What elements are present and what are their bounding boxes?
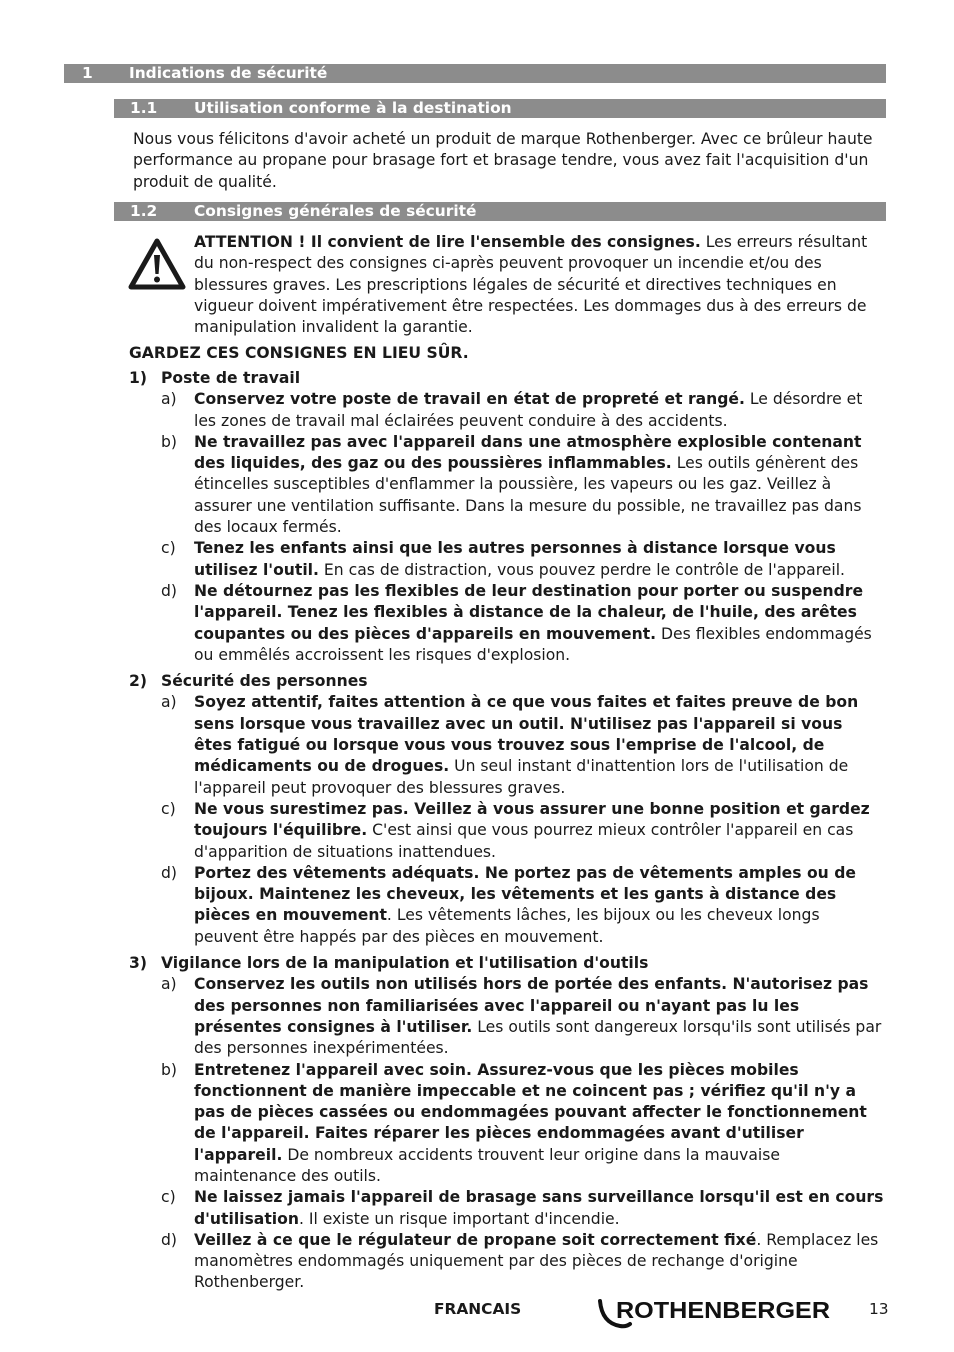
section-name: Vigilance lors de la manipulation et l'utilisation d'outils — [161, 954, 649, 973]
section-heading-1-1 — [114, 99, 886, 118]
item-text — [194, 538, 884, 581]
section-number: 1) — [129, 369, 147, 387]
section-name: Poste de travail — [161, 369, 301, 387]
item-text — [194, 389, 884, 432]
item-bold: Portez des vêtements adéquats. Ne portez pas de vêtements amples ou de bijoux. Maintenez les cheveux, les vêtements et les gants à distance des pièces en mouvement — [194, 863, 856, 925]
item-letter: a) — [161, 390, 177, 409]
heading-number: 1 — [82, 64, 93, 82]
item-regular: Les outils sont dangereux lorsqu'ils sont utilisés par des personnes inexpérimentées. — [194, 1017, 882, 1058]
item-text — [194, 1060, 884, 1188]
item-regular: De nombreux accidents trouvent leur origine dans la mauvaise maintenance des outils. — [194, 1145, 780, 1185]
item-regular: . Il existe un risque important d'incendie. — [298, 1209, 620, 1228]
item-letter: c) — [161, 539, 176, 558]
item-bold: Tenez les enfants ainsi que les autres personnes à distance lorsque vous utilisez l'outil. — [194, 539, 836, 579]
list-item — [0, 389, 954, 432]
keep-safe-notice: GARDEZ CES CONSIGNES EN LIEU SÛR. — [129, 344, 469, 362]
item-letter: a) — [161, 975, 177, 994]
item-text — [194, 1230, 884, 1294]
section-heading-1 — [64, 64, 886, 83]
item-regular: . Les vêtements lâches, les bijoux ou les cheveux longs peuvent être happés par des pièces en mouvement. — [194, 906, 820, 946]
list-item — [0, 974, 954, 1059]
attention-bold: ATTENTION ! Il convient de lire l'ensemble des consignes. — [194, 233, 701, 251]
list-item — [0, 1187, 954, 1230]
list-item — [0, 581, 954, 666]
attention-paragraph — [194, 232, 884, 338]
item-letter: d) — [161, 1230, 177, 1249]
footer-language: FRANCAIS — [434, 1300, 522, 1318]
page-number: 13 — [869, 1300, 889, 1318]
item-letter: b) — [161, 1060, 177, 1079]
item-bold: Ne vous surestimez pas. Veillez à vous assurer une bonne position et gardez toujours l'équilibre. — [194, 799, 870, 840]
list-item — [0, 432, 954, 538]
item-bold: Conservez les outils non utilisés hors de portée des enfants. N'autorisez pas des personnes non familiarisées avec l'appareil ou n'ayant pas lu les présentes consignes à l'utiliser. — [194, 975, 869, 1036]
item-regular: Un seul instant d'inattention lors de l'utilisation de l'appareil peut provoquer des blessures graves. — [194, 757, 849, 797]
item-text — [194, 432, 884, 538]
heading-number: 1.2 — [130, 202, 158, 220]
section-title — [0, 953, 954, 974]
item-text — [194, 799, 884, 863]
item-letter: c) — [161, 1188, 176, 1207]
item-bold: Ne travaillez pas avec l'appareil dans une atmosphère explosible contenant des liquides, des gaz ou des poussières inflammables. — [194, 432, 862, 473]
item-regular: . Remplacez les manomètres endommagés uniquement par des pièces de rechange d'origine Rothenberger. — [194, 1230, 879, 1292]
list-item — [0, 863, 954, 948]
list-item — [0, 1230, 954, 1294]
item-regular: Le désordre et les zones de travail mal éclairées peuvent conduire à des accidents. — [194, 390, 863, 430]
item-text — [194, 692, 884, 798]
heading-title: Utilisation conforme à la destination — [194, 99, 512, 117]
heading-number: 1.1 — [130, 99, 158, 117]
item-regular: C'est ainsi que vous pourrez mieux contrôler l'appareil en cas d'apparition de situations inattendues. — [194, 821, 854, 861]
list-item — [0, 1060, 954, 1188]
item-bold: Conservez votre poste de travail en état de propreté et rangé. — [194, 390, 745, 409]
item-bold: Ne détournez pas les flexibles de leur destination pour porter ou suspendre l'appareil. Tenez les flexibles à distance de la chaleur, de l'huile, des arêtes coupantes ou des pièces d'appareils en mouvement. — [194, 581, 864, 643]
item-text — [194, 974, 884, 1059]
item-regular: En cas de distraction, vous pouvez perdre le contrôle de l'appareil. — [318, 560, 845, 579]
item-text — [194, 1187, 884, 1230]
heading-title: Consignes générales de sécurité — [194, 202, 477, 220]
section-number: 3) — [129, 954, 147, 973]
section-name: Sécurité des personnes — [161, 672, 368, 691]
item-text — [194, 863, 884, 948]
item-letter: d) — [161, 863, 177, 882]
item-bold: Soyez attentif, faites attention à ce que vous faites et faites preuve de bon sens lorsque vous travaillez avec un outil. N'utilisez pas l'appareil si vous êtes fatigué ou lorsque vous vous trouvez sous l'emprise de l'alcool, de médicaments ou de drogues. — [194, 693, 859, 776]
item-bold: Veillez à ce que le régulateur de propane soit correctement fixé — [194, 1230, 757, 1249]
item-regular: Des flexibles endommagés ou emmêlés accroissent les risques d'explosion. — [194, 624, 872, 664]
list-item — [0, 799, 954, 863]
item-regular: Les outils génèrent des étincelles susceptibles d'enflammer la poussière, les vapeurs ou les gaz. Veillez à assurer une ventilation suffisante. Dans la mesure du possible, ne travaillez pas dans des locaux fermés. — [194, 454, 862, 537]
section-heading-1-2 — [114, 202, 886, 221]
item-bold: Ne laissez jamais l'appareil de brasage sans surveillance lorsqu'il est en cours d'utilisation — [194, 1188, 884, 1228]
section-title — [0, 368, 954, 389]
attention-text: Les erreurs résultant du non-respect des consignes ci-après peuvent provoquer un incendie et/ou des blessures graves. Les prescriptions légales de sécurité et directives techniques en vigueur doivent impérativement être respectées. Les dommages dus à des erreurs de manipulation invalident la garantie. — [194, 233, 868, 337]
logo-text: ROTHENBERGER — [616, 1297, 831, 1323]
rothenberger-logo — [596, 1293, 836, 1333]
item-letter: a) — [161, 693, 177, 712]
item-letter: d) — [161, 581, 177, 600]
item-text — [194, 581, 884, 666]
warning-triangle-icon — [128, 238, 186, 290]
safety-instructions-list — [0, 368, 954, 1294]
list-item — [0, 538, 954, 581]
section-title — [0, 671, 954, 692]
item-letter: b) — [161, 432, 177, 451]
heading-title: Indications de sécurité — [129, 64, 328, 82]
item-letter: c) — [161, 799, 176, 818]
list-item — [0, 692, 954, 798]
intro-paragraph: Nous vous félicitons d'avoir acheté un produit de marque Rothenberger. Avec ce brûleur haute performance au propane pour brasage fort et brasage tendre, vous avez fait l'acquisition d'un produit de qualité. — [133, 130, 873, 191]
section-number: 2) — [129, 672, 147, 691]
item-bold: Entretenez l'appareil avec soin. Assurez-vous que les pièces mobiles fonctionnent de manière impeccable et ne coincent pas ; vérifiez qu'il n'y a pas de pièces cassées ou endommagées pouvant affecter le fonctionnement de l'appareil. Faites réparer les pièces endommagées avant d'utiliser l'appareil. — [194, 1060, 867, 1164]
